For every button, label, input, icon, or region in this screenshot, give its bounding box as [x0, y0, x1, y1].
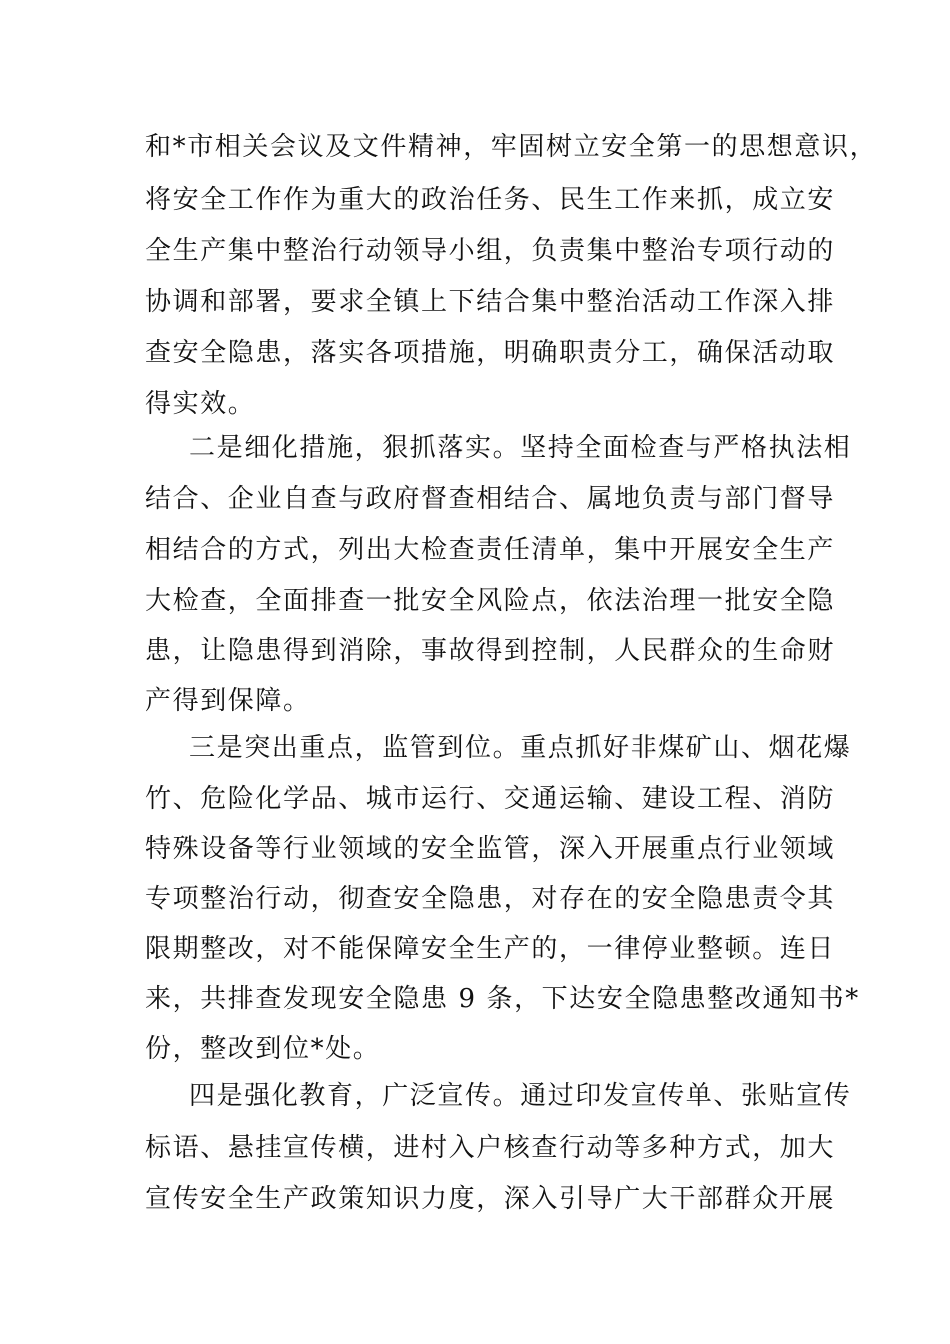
text-line: 查安全隐患，落实各项措施，明确职责分工，确保活动取	[145, 338, 836, 368]
paragraph-first-line: 二是细化措施，狠抓落实。坚持全面检查与严格执法相	[189, 433, 852, 463]
text-line: 竹、危险化学品、城市运行、交通运输、建设工程、消防	[145, 784, 836, 814]
text-line: 结合、企业自查与政府督查相结合、属地负责与部门督导	[145, 484, 836, 514]
text-line: 全生产集中整治行动领导小组，负责集中整治专项行动的	[145, 236, 836, 266]
paragraph-first-line: 三是突出重点，监管到位。重点抓好非煤矿山、烟花爆	[189, 733, 852, 763]
paragraph-first-line: 四是强化教育，广泛宣传。通过印发宣传单、张贴宣传	[189, 1081, 852, 1111]
text-line: 将安全工作作为重大的政治任务、民生工作来抓，成立安	[145, 185, 836, 215]
text-line: 特殊设备等行业领域的安全监管，深入开展重点行业领域	[145, 834, 836, 864]
text-line: 产得到保障。	[145, 686, 311, 716]
text-line: 和*市相关会议及文件精神，牢固树立安全第一的思想意识，	[145, 132, 878, 162]
text-line: 来，共排查发现安全隐患 9 条，下达安全隐患整改通知书*	[145, 984, 860, 1014]
text-line: 大检查，全面排查一批安全风险点，依法治理一批安全隐	[145, 586, 836, 616]
text-line: 相结合的方式，列出大检查责任清单，集中开展安全生产	[145, 535, 836, 565]
text-line: 标语、悬挂宣传横，进村入户核查行动等多种方式，加大	[145, 1133, 836, 1163]
text-line: 得实效。	[145, 389, 256, 419]
text-line: 专项整治行动，彻查安全隐患，对存在的安全隐患责令其	[145, 884, 836, 914]
text-line: 患，让隐患得到消除，事故得到控制，人民群众的生命财	[145, 636, 836, 666]
text-line: 份，整改到位*处。	[145, 1034, 381, 1064]
text-line: 宣传安全生产政策知识力度，深入引导广大干部群众开展	[145, 1184, 836, 1214]
text-line: 协调和部署，要求全镇上下结合集中整治活动工作深入排	[145, 287, 836, 317]
text-line: 限期整改，对不能保障安全生产的，一律停业整顿。连日	[145, 934, 836, 964]
